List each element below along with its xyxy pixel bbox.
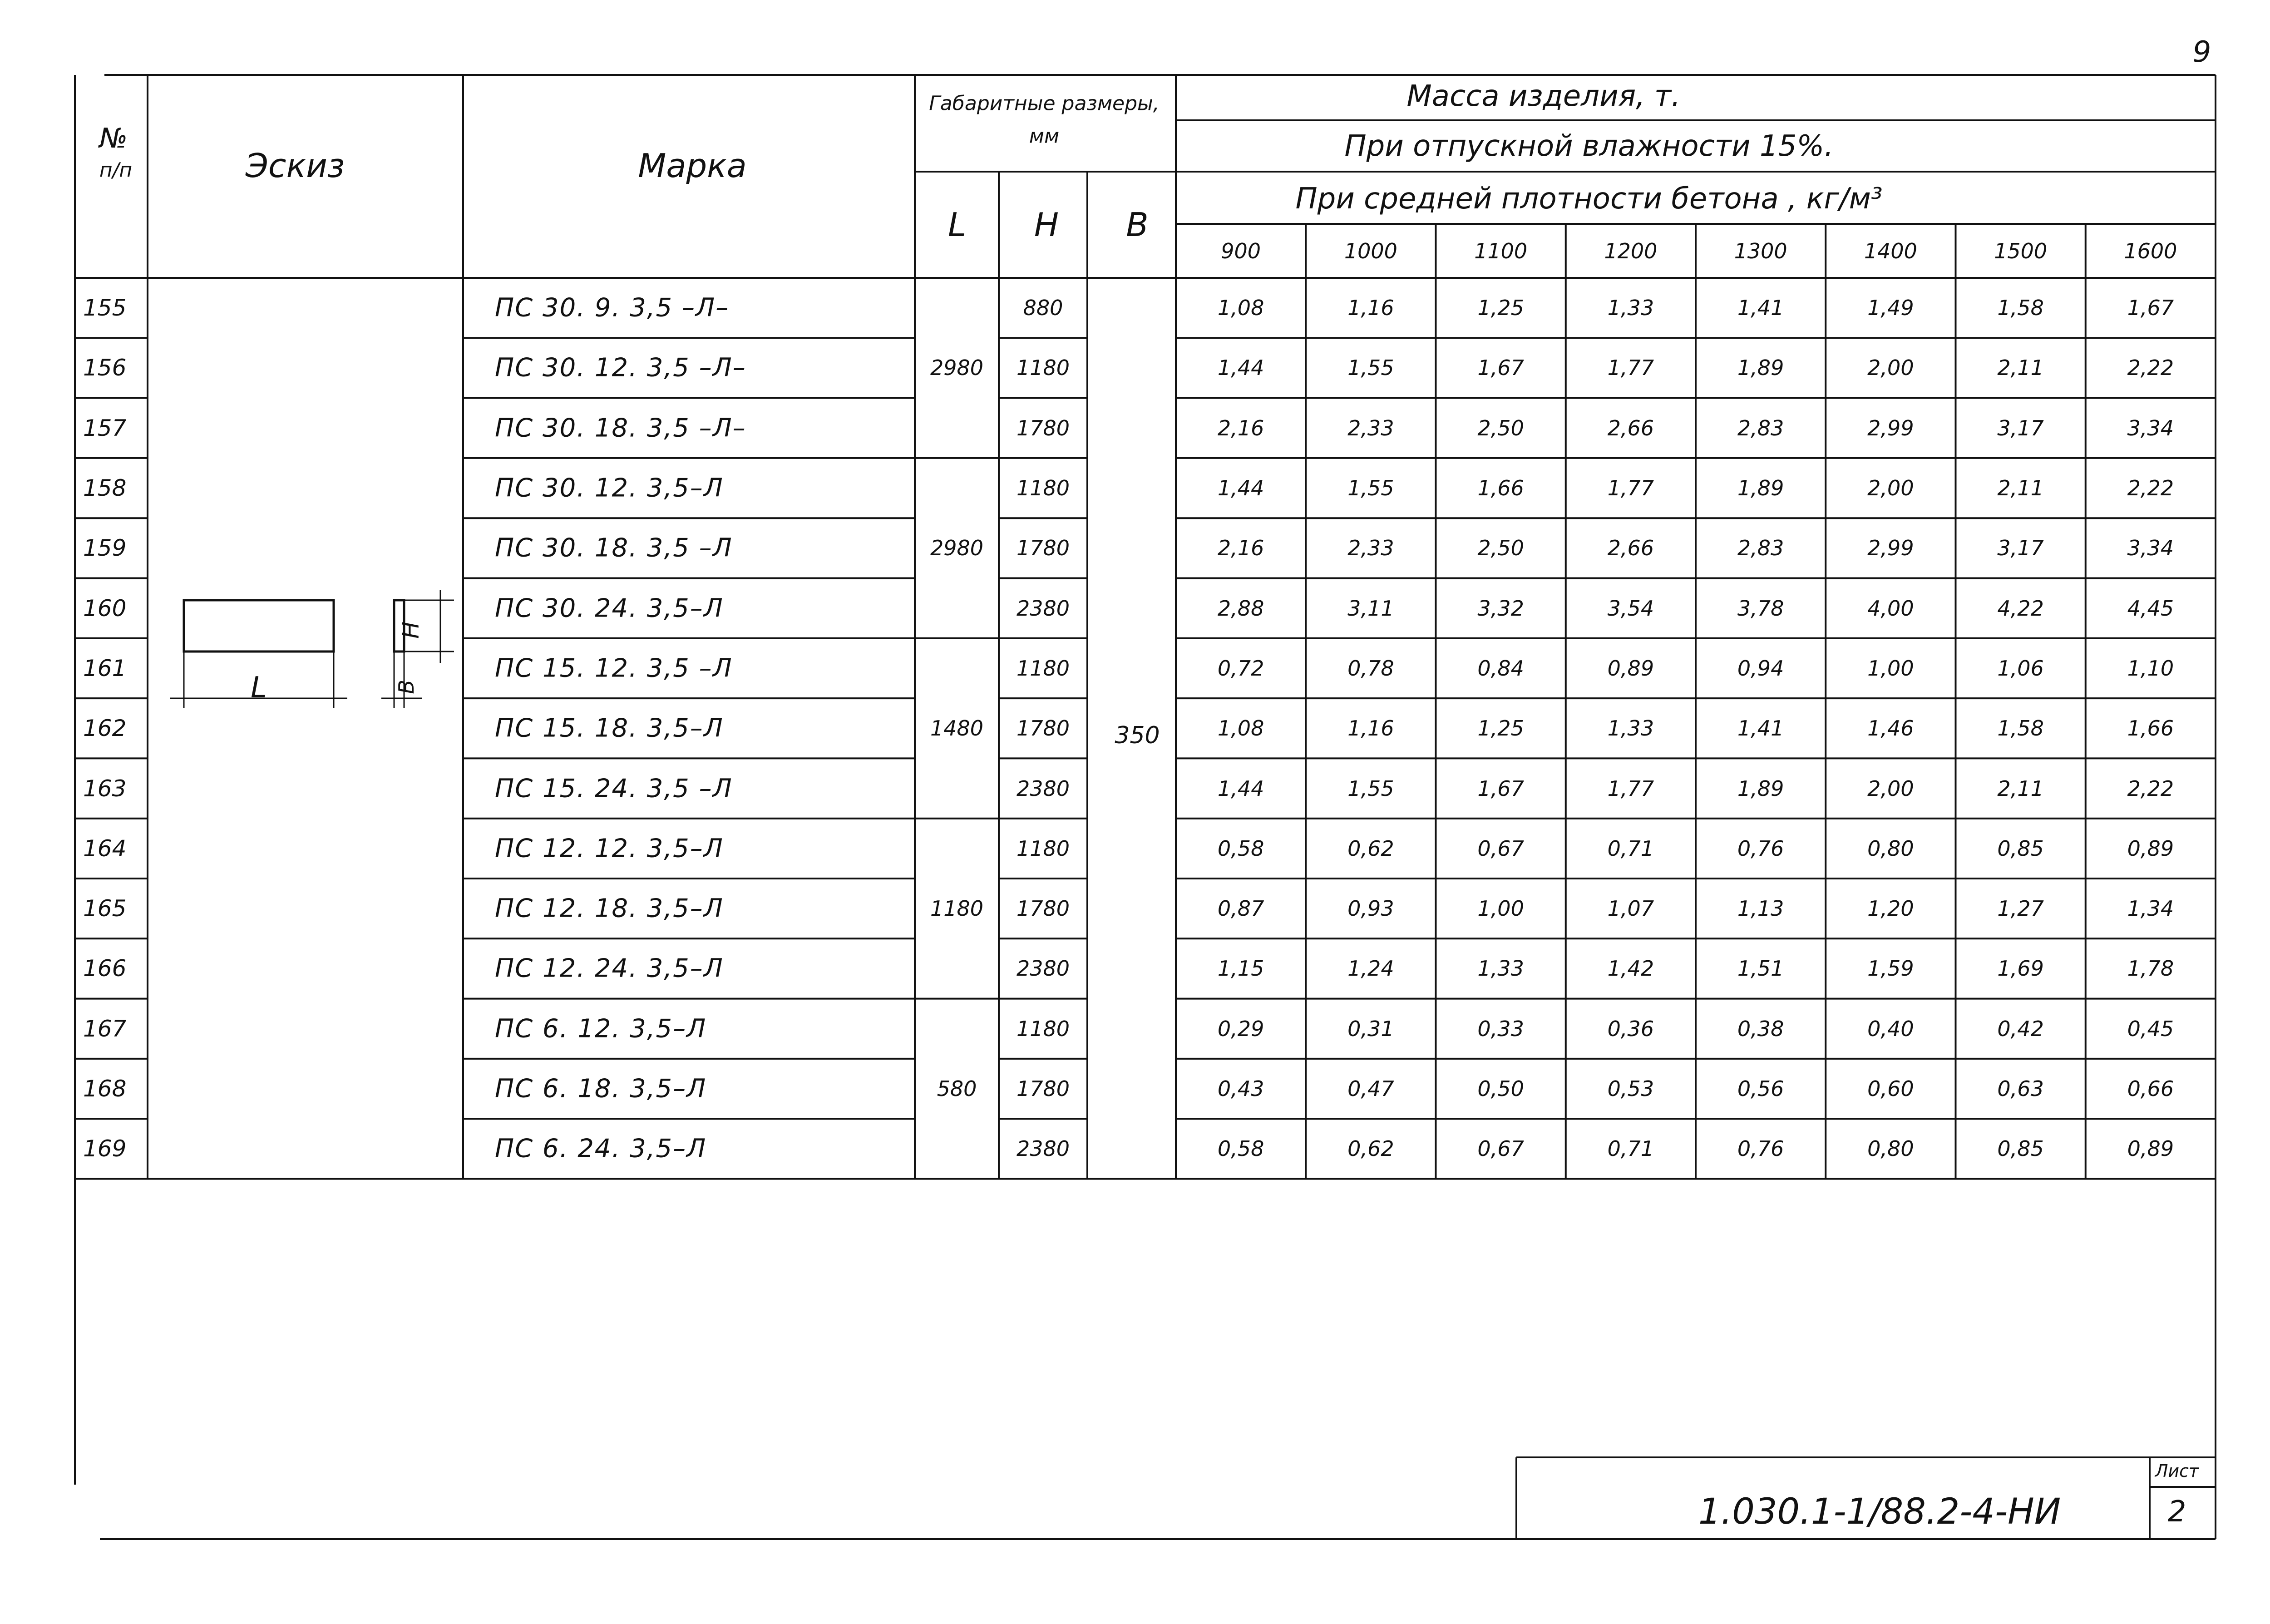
mass-167-1200: 0,36 xyxy=(1607,1016,1654,1041)
mass-158-1000: 1,55 xyxy=(1347,476,1394,501)
mass-160-1600: 4,45 xyxy=(2127,596,2174,621)
mass-161-1000: 0,78 xyxy=(1347,656,1394,681)
row-number-169: 169 xyxy=(83,1135,127,1162)
mark-163: ПС 15. 24. 3,5 –Л xyxy=(495,774,733,804)
mark-168: ПС 6. 18. 3,5–Л xyxy=(495,1074,707,1104)
density-1300: 1300 xyxy=(1734,238,1787,263)
mass-164-1300: 0,76 xyxy=(1737,836,1784,861)
mass-167-1400: 0,40 xyxy=(1867,1016,1914,1041)
header-dim-h: H xyxy=(1034,206,1059,244)
sheet-number: 2 xyxy=(2167,1495,2186,1529)
mass-158-1400: 2,00 xyxy=(1867,476,1914,501)
mass-162-1600: 1,66 xyxy=(2127,716,2174,741)
mass-162-1500: 1,58 xyxy=(1997,716,2044,741)
mark-166: ПС 12. 24. 3,5–Л xyxy=(495,953,724,983)
row-number-163: 163 xyxy=(83,775,127,802)
header-dims: Габаритные размеры, xyxy=(929,92,1160,115)
mass-159-1600: 3,34 xyxy=(2127,536,2174,561)
header-dim-b: B xyxy=(1126,206,1149,244)
l-value-group-1: 2980 xyxy=(930,355,984,380)
mass-157-1000: 2,33 xyxy=(1347,415,1394,440)
mass-157-1600: 3,34 xyxy=(2127,415,2174,440)
mass-168-1600: 0,66 xyxy=(2127,1076,2174,1101)
header-dims-unit: мм xyxy=(1029,124,1060,148)
document-code: 1.030.1-1/88.2-4-НИ xyxy=(1698,1491,2061,1532)
row-number-157: 157 xyxy=(83,415,127,441)
l-value-group-5: 580 xyxy=(937,1076,977,1101)
mass-161-1500: 1,06 xyxy=(1997,656,2044,681)
mass-161-1200: 0,89 xyxy=(1607,656,1654,681)
mass-164-1600: 0,89 xyxy=(2127,836,2174,861)
mark-162: ПС 15. 18. 3,5–Л xyxy=(495,713,724,743)
mass-165-1300: 1,13 xyxy=(1737,896,1784,921)
row-number-167: 167 xyxy=(83,1015,127,1042)
mass-157-1300: 2,83 xyxy=(1737,415,1784,440)
mass-161-1400: 1,00 xyxy=(1867,656,1914,681)
mass-168-1300: 0,56 xyxy=(1737,1076,1784,1101)
mass-159-900: 2,16 xyxy=(1217,536,1264,561)
mass-159-1200: 2,66 xyxy=(1607,536,1654,561)
mass-168-1400: 0,60 xyxy=(1867,1076,1914,1101)
mass-156-900: 1,44 xyxy=(1217,355,1264,380)
density-1000: 1000 xyxy=(1344,238,1397,263)
mass-155-1100: 1,25 xyxy=(1477,296,1524,321)
mass-166-1400: 1,59 xyxy=(1867,956,1914,981)
mass-161-1100: 0,84 xyxy=(1477,656,1524,681)
mass-168-900: 0,43 xyxy=(1217,1076,1264,1101)
mark-155: ПС 30. 9. 3,5 –Л– xyxy=(495,293,730,323)
mass-158-1300: 1,89 xyxy=(1737,476,1784,501)
mass-164-1100: 0,67 xyxy=(1477,836,1524,861)
mass-169-1500: 0,85 xyxy=(1997,1136,2044,1161)
mass-160-1300: 3,78 xyxy=(1737,596,1784,621)
mass-155-1400: 1,49 xyxy=(1867,296,1914,321)
h-value-166: 2380 xyxy=(1016,956,1070,981)
density-1100: 1100 xyxy=(1474,238,1528,263)
header-mass-humidity: При отпускной влажности 15%. xyxy=(1344,129,1834,163)
mass-158-900: 1,44 xyxy=(1217,476,1264,501)
mass-166-1100: 1,33 xyxy=(1477,956,1524,981)
mass-169-1200: 0,71 xyxy=(1607,1136,1654,1161)
mass-164-1000: 0,62 xyxy=(1347,836,1394,861)
l-value-group-3: 1480 xyxy=(930,716,984,741)
h-value-162: 1780 xyxy=(1016,716,1070,741)
mark-164: ПС 12. 12. 3,5–Л xyxy=(495,834,724,864)
l-value-group-4: 1180 xyxy=(930,896,984,921)
mass-167-1600: 0,45 xyxy=(2127,1016,2174,1041)
mass-156-1500: 2,11 xyxy=(1997,355,2044,380)
mass-160-1200: 3,54 xyxy=(1607,596,1654,621)
mass-166-900: 1,15 xyxy=(1217,956,1264,981)
h-value-155: 880 xyxy=(1023,296,1063,321)
h-value-160: 2380 xyxy=(1016,596,1070,621)
header-dim-l: L xyxy=(947,206,967,244)
density-1600: 1600 xyxy=(2124,238,2177,263)
h-value-156: 1180 xyxy=(1016,355,1070,380)
mass-165-1500: 1,27 xyxy=(1997,896,2044,921)
mass-156-1200: 1,77 xyxy=(1607,355,1654,380)
mark-159: ПС 30. 18. 3,5 –Л xyxy=(495,533,733,563)
mass-169-1400: 0,80 xyxy=(1867,1136,1914,1161)
header-mass-title: Масса изделия, т. xyxy=(1406,79,1681,113)
row-number-168: 168 xyxy=(83,1076,127,1102)
mass-157-1500: 3,17 xyxy=(1997,415,2044,440)
mass-158-1100: 1,66 xyxy=(1477,476,1524,501)
mass-158-1200: 1,77 xyxy=(1607,476,1654,501)
mass-165-1200: 1,07 xyxy=(1607,896,1654,921)
mass-156-1100: 1,67 xyxy=(1477,355,1524,380)
mass-169-1100: 0,67 xyxy=(1477,1136,1524,1161)
density-1200: 1200 xyxy=(1604,238,1658,263)
mass-168-1100: 0,50 xyxy=(1477,1076,1524,1101)
mass-160-1000: 3,11 xyxy=(1347,596,1394,621)
mass-160-1100: 3,32 xyxy=(1477,596,1524,621)
row-number-161: 161 xyxy=(83,655,127,681)
mass-169-1600: 0,89 xyxy=(2127,1136,2174,1161)
mass-159-1500: 3,17 xyxy=(1997,536,2044,561)
mass-159-1300: 2,83 xyxy=(1737,536,1784,561)
mass-163-1200: 1,77 xyxy=(1607,776,1654,801)
mass-159-1000: 2,33 xyxy=(1347,536,1394,561)
mass-165-1100: 1,00 xyxy=(1477,896,1524,921)
mark-165: ПС 12. 18. 3,5–Л xyxy=(495,893,724,923)
h-value-157: 1780 xyxy=(1016,415,1070,440)
mass-164-900: 0,58 xyxy=(1217,836,1264,861)
header-sketch: Эскиз xyxy=(245,147,345,185)
mark-161: ПС 15. 12. 3,5 –Л xyxy=(495,653,733,683)
density-900: 900 xyxy=(1221,238,1261,263)
header-col-num-sub: п/п xyxy=(99,158,133,182)
mass-166-1500: 1,69 xyxy=(1997,956,2044,981)
mass-167-1000: 0,31 xyxy=(1347,1016,1394,1041)
mass-167-1100: 0,33 xyxy=(1477,1016,1524,1041)
mass-169-1000: 0,62 xyxy=(1347,1136,1394,1161)
mass-162-900: 1,08 xyxy=(1217,716,1264,741)
mass-164-1400: 0,80 xyxy=(1867,836,1914,861)
mass-165-1400: 1,20 xyxy=(1867,896,1914,921)
row-number-159: 159 xyxy=(83,535,127,562)
row-number-164: 164 xyxy=(83,835,127,862)
mass-161-900: 0,72 xyxy=(1217,656,1264,681)
mass-165-1000: 0,93 xyxy=(1347,896,1394,921)
mass-155-900: 1,08 xyxy=(1217,296,1264,321)
mass-165-900: 0,87 xyxy=(1217,896,1264,921)
mass-159-1100: 2,50 xyxy=(1477,536,1524,561)
mass-160-1500: 4,22 xyxy=(1997,596,2044,621)
mass-157-1100: 2,50 xyxy=(1477,415,1524,440)
h-value-169: 2380 xyxy=(1016,1136,1070,1161)
header-mass-density: При средней плотности бетона , кг/м³ xyxy=(1295,182,1883,216)
mass-161-1300: 0,94 xyxy=(1737,656,1784,681)
mass-159-1400: 2,99 xyxy=(1867,536,1914,561)
h-value-165: 1780 xyxy=(1016,896,1070,921)
h-value-164: 1180 xyxy=(1016,836,1070,861)
sketch-label-l: L xyxy=(251,671,267,705)
mass-163-1100: 1,67 xyxy=(1477,776,1524,801)
mass-163-1500: 2,11 xyxy=(1997,776,2044,801)
mass-164-1500: 0,85 xyxy=(1997,836,2044,861)
header-mark: Марка xyxy=(638,147,747,185)
header-col-num: № xyxy=(99,123,128,154)
mass-169-1300: 0,76 xyxy=(1737,1136,1784,1161)
mark-160: ПС 30. 24. 3,5–Л xyxy=(495,593,724,623)
mass-162-1200: 1,33 xyxy=(1607,716,1654,741)
mass-168-1000: 0,47 xyxy=(1347,1076,1394,1101)
mass-162-1400: 1,46 xyxy=(1867,716,1914,741)
h-value-158: 1180 xyxy=(1016,476,1070,501)
mass-156-1000: 1,55 xyxy=(1347,355,1394,380)
mass-169-900: 0,58 xyxy=(1217,1136,1264,1161)
mass-160-900: 2,88 xyxy=(1217,596,1264,621)
mass-156-1400: 2,00 xyxy=(1867,355,1914,380)
mass-165-1600: 1,34 xyxy=(2127,896,2174,921)
mass-167-900: 0,29 xyxy=(1217,1016,1264,1041)
mass-166-1600: 1,78 xyxy=(2127,956,2174,981)
mark-169: ПС 6. 24. 3,5–Л xyxy=(495,1134,707,1164)
mass-156-1600: 2,22 xyxy=(2127,355,2174,380)
mark-157: ПС 30. 18. 3,5 –Л– xyxy=(495,413,746,443)
row-number-156: 156 xyxy=(83,355,127,381)
mass-162-1000: 1,16 xyxy=(1347,716,1394,741)
mass-156-1300: 1,89 xyxy=(1737,355,1784,380)
mass-155-1500: 1,58 xyxy=(1997,296,2044,321)
row-number-166: 166 xyxy=(83,955,127,982)
mass-168-1200: 0,53 xyxy=(1607,1076,1654,1101)
mass-163-900: 1,44 xyxy=(1217,776,1264,801)
mass-163-1000: 1,55 xyxy=(1347,776,1394,801)
mass-157-1200: 2,66 xyxy=(1607,415,1654,440)
row-number-162: 162 xyxy=(83,715,127,742)
mass-163-1600: 2,22 xyxy=(2127,776,2174,801)
row-number-158: 158 xyxy=(83,475,127,502)
h-value-161: 1180 xyxy=(1016,656,1070,681)
mass-163-1300: 1,89 xyxy=(1737,776,1784,801)
page-number: 9 xyxy=(2192,35,2211,69)
mass-166-1200: 1,42 xyxy=(1607,956,1654,981)
sketch-label-h: H xyxy=(398,622,424,639)
mass-160-1400: 4,00 xyxy=(1867,596,1914,621)
mass-161-1600: 1,10 xyxy=(2127,656,2174,681)
sheet-label: Лист xyxy=(2155,1461,2199,1481)
h-value-167: 1180 xyxy=(1016,1016,1070,1041)
mass-162-1100: 1,25 xyxy=(1477,716,1524,741)
h-value-168: 1780 xyxy=(1016,1076,1070,1101)
mass-164-1200: 0,71 xyxy=(1607,836,1654,861)
mass-155-1000: 1,16 xyxy=(1347,296,1394,321)
sketch-label-b: B xyxy=(394,680,419,694)
density-1400: 1400 xyxy=(1864,238,1917,263)
mass-167-1300: 0,38 xyxy=(1737,1016,1784,1041)
mass-158-1600: 2,22 xyxy=(2127,476,2174,501)
row-number-155: 155 xyxy=(83,295,127,321)
mass-155-1600: 1,67 xyxy=(2127,296,2174,321)
mass-157-1400: 2,99 xyxy=(1867,415,1914,440)
mass-167-1500: 0,42 xyxy=(1997,1016,2044,1041)
mass-155-1300: 1,41 xyxy=(1737,296,1784,321)
mass-166-1300: 1,51 xyxy=(1737,956,1784,981)
sketch-panel-front xyxy=(184,600,334,652)
mass-168-1500: 0,63 xyxy=(1997,1076,2044,1101)
mass-163-1400: 2,00 xyxy=(1867,776,1914,801)
density-1500: 1500 xyxy=(1994,238,2048,263)
mark-156: ПС 30. 12. 3,5 –Л– xyxy=(495,353,746,383)
mass-166-1000: 1,24 xyxy=(1347,956,1394,981)
row-number-160: 160 xyxy=(83,595,127,622)
mark-167: ПС 6. 12. 3,5–Л xyxy=(495,1014,707,1044)
l-value-group-2: 2980 xyxy=(930,536,984,561)
mass-155-1200: 1,33 xyxy=(1607,296,1654,321)
mass-157-900: 2,16 xyxy=(1217,415,1264,440)
mass-162-1300: 1,41 xyxy=(1737,716,1784,741)
h-value-163: 2380 xyxy=(1016,776,1070,801)
mark-158: ПС 30. 12. 3,5–Л xyxy=(495,473,724,503)
mass-158-1500: 2,11 xyxy=(1997,476,2044,501)
row-number-165: 165 xyxy=(83,895,127,922)
h-value-159: 1780 xyxy=(1016,536,1070,561)
b-value: 350 xyxy=(1115,722,1160,749)
